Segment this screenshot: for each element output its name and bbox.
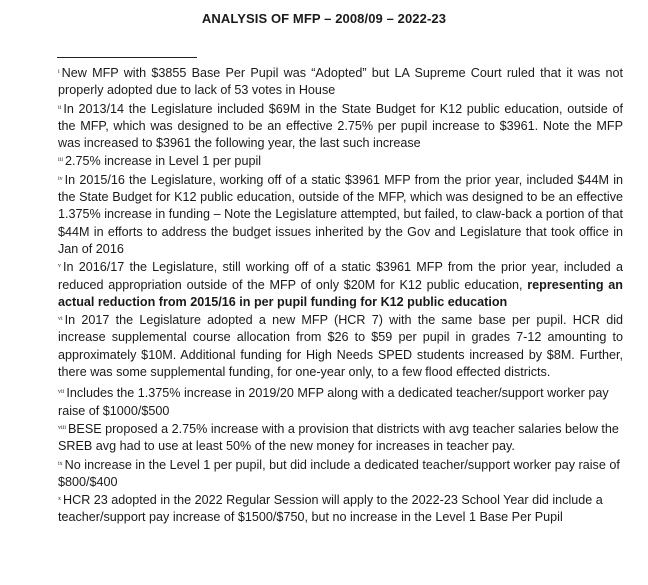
endnote-6 bbox=[58, 311, 623, 381]
endnote-marker: i bbox=[58, 69, 60, 75]
endnote-marker: viii bbox=[58, 424, 67, 431]
endnote-marker: ix bbox=[58, 460, 63, 467]
endnote-3 bbox=[58, 152, 623, 170]
endnote-text: New MFP with $3855 Base Per Pupil was “Adopted” but LA Supreme Court ruled that it was not properly adopted due to lack of 53 votes in House bbox=[58, 66, 623, 98]
endnotes-list bbox=[58, 64, 623, 527]
endnote-marker: iv bbox=[58, 175, 63, 182]
endnote-marker: vi bbox=[58, 316, 63, 323]
endnote-9 bbox=[58, 456, 623, 492]
page-title: ANALYSIS OF MFP – 2008/09 – 2022-23 bbox=[201, 11, 447, 26]
endnote-10 bbox=[58, 491, 623, 527]
endnote-text: No increase in the Level 1 per pupil, but did include a dedicated teacher/support worker pay raise of $800/$400 bbox=[58, 457, 620, 489]
endnote-text: In 2016/17 the Legislature, still working off of a static $3961 MFP from the prior year, included a reduced appropriation outside of the MFP of only $20M for K12 public education, bbox=[58, 260, 623, 292]
endnote-marker: iii bbox=[58, 157, 64, 164]
endnote-text: In 2013/14 the Legislature included $69M in the State Budget for K12 public education, outside of the MFP, which was designed to be an effective 2.75% per pupil increase to $3961. Note the MFP was increased to $3961 the following year, the last such increase bbox=[58, 101, 623, 151]
endnote-marker: v bbox=[58, 263, 61, 270]
endnote-4 bbox=[58, 171, 623, 258]
endnote-text: BESE proposed a 2.75% increase with a provision that districts with avg teacher salaries below the SREB avg had to use at least 50% of the new money for increases in teacher pay. bbox=[58, 421, 619, 454]
endnote-emphasis: representing an actual reduction from 2015/16 in per pupil funding for K12 public education bbox=[58, 277, 623, 309]
footnote-separator bbox=[57, 57, 197, 58]
endnote-5 bbox=[58, 258, 623, 311]
endnote-7 bbox=[58, 384, 623, 420]
endnote-text: Includes the 1.375% increase in 2019/20 MFP along with a dedicated teacher/support worker pay raise of $1000/$500 bbox=[58, 386, 609, 418]
endnote-marker: vii bbox=[58, 389, 65, 396]
endnote-text: In 2015/16 the Legislature, working off of a static $3961 MFP from the prior year, included $44M in the State Budget for K12 public education, outside of the MFP, which was designed to be an effective 1.375% increase in funding – Note the Legislature attempted, but failed, to claw-back a portion of that $44M in efforts to address the budget issues inherited by the Gov and Legislature that took office in Jan of 2016 bbox=[58, 172, 623, 256]
endnote-text: 2.75% increase in Level 1 per pupil bbox=[65, 154, 262, 169]
endnote-marker: x bbox=[58, 496, 61, 503]
endnote-text: In 2017 the Legislature adopted a new MFP (HCR 7) with the same base per pupil. HCR did increase supplemental course allocation from $26 to $59 per pupil in grades 7-12 amounting to approximately $10M. Additional funding for High Needs SPED students increased by $8M. Further, there was some supplemental funding, for one-year only, to a few flood effected districts. bbox=[58, 313, 623, 380]
endnote-2 bbox=[58, 100, 623, 153]
endnote-marker: ii bbox=[58, 104, 62, 111]
endnote-1 bbox=[58, 64, 623, 100]
endnote-8 bbox=[58, 420, 623, 456]
endnote-text: HCR 23 adopted in the 2022 Regular Session will apply to the 2022-23 School Year did include a teacher/support pay increase of $1500/$750, but no increase in the Level 1 Base Per Pupil bbox=[58, 493, 603, 525]
